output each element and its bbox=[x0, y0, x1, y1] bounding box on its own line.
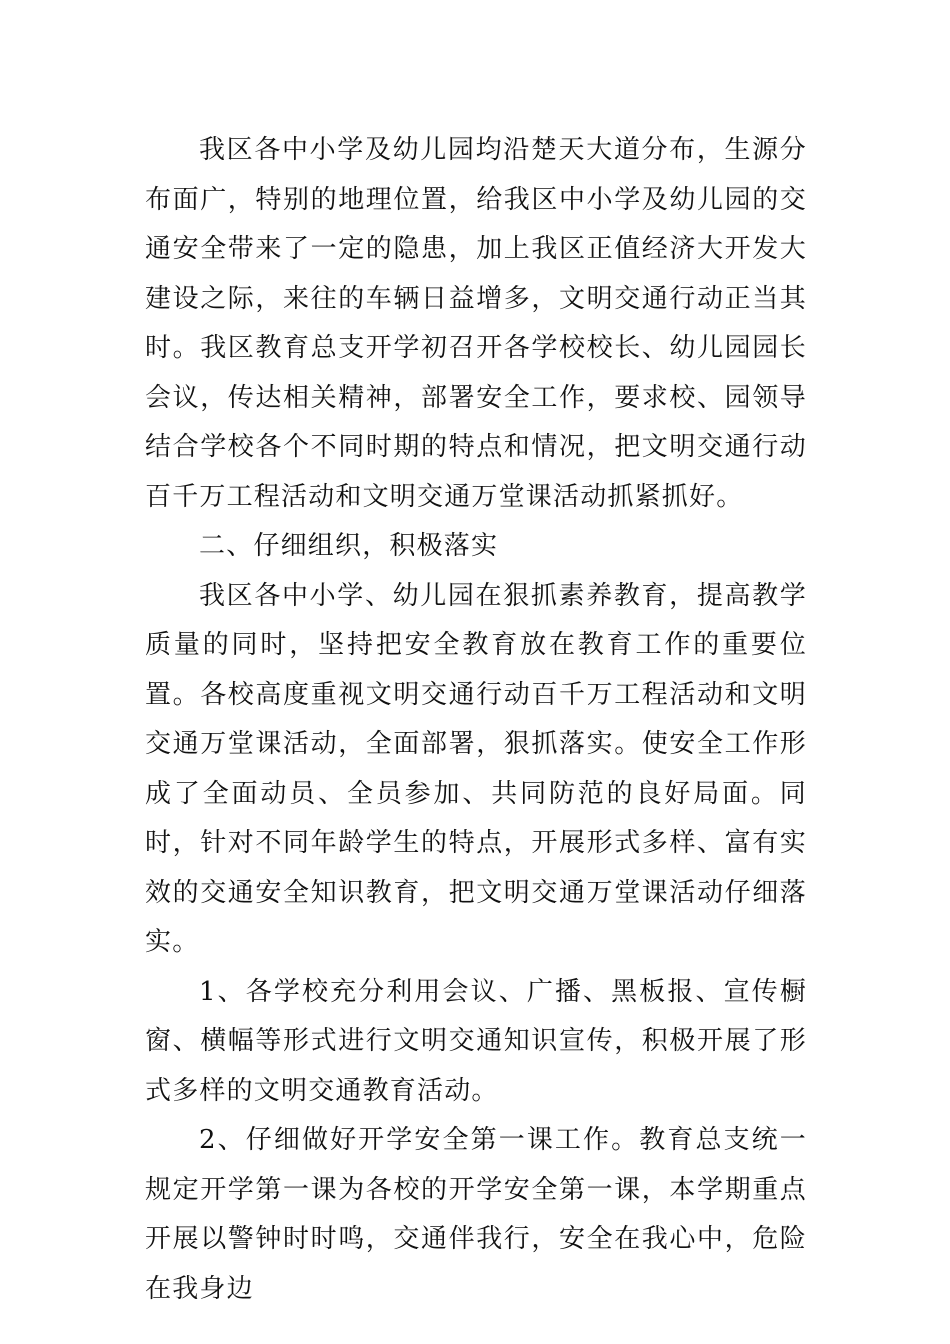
paragraph-intro: 我区各中小学及幼儿园均沿楚天大道分布，生源分布面广，特别的地理位置，给我区中小学及幼儿园的交通安全带来了一定的隐患，加上我区正值经济大开发大建设之际，来往的车辆日益增多，文明交通行动正当其时。我区教育总支开学初召开各学校校长、幼儿园园长会议，传达相关精神，部署安全工作，要求校、园领导结合学校各个不同时期的特点和情况，把文明交通行动百千万工程活动和文明交通万堂课活动抓紧抓好。 bbox=[145, 135, 807, 512]
paragraph-item-2: 2、仔细做好开学安全第一课工作。教育总支统一规定开学第一课为各校的开学安全第一课，本学期重点开展以警钟时时鸣，交通伴我行，安全在我心中，危险在我身边 bbox=[145, 1125, 807, 1304]
paragraph-item-1: 1、各学校充分利用会议、广播、黑板报、宣传橱窗、横幅等形式进行文明交通知识宣传，积极开展了形式多样的文明交通教育活动。 bbox=[145, 976, 807, 1106]
document-body bbox=[145, 126, 807, 1314]
paragraph-implementation: 我区各中小学、幼儿园在狠抓素养教育，提高教学质量的同时，坚持把安全教育放在教育工作的重要位置。各校高度重视文明交通行动百千万工程活动和文明交通万堂课活动，全面部署，狠抓落实。使安全工作形成了全面动员、全员参加、共同防范的良好局面。同时，针对不同年龄学生的特点，开展形式多样、富有实效的交通安全知识教育，把文明交通万堂课活动仔细落实。 bbox=[145, 580, 807, 957]
section-heading: 二、仔细组织，积极落实 bbox=[199, 531, 499, 561]
